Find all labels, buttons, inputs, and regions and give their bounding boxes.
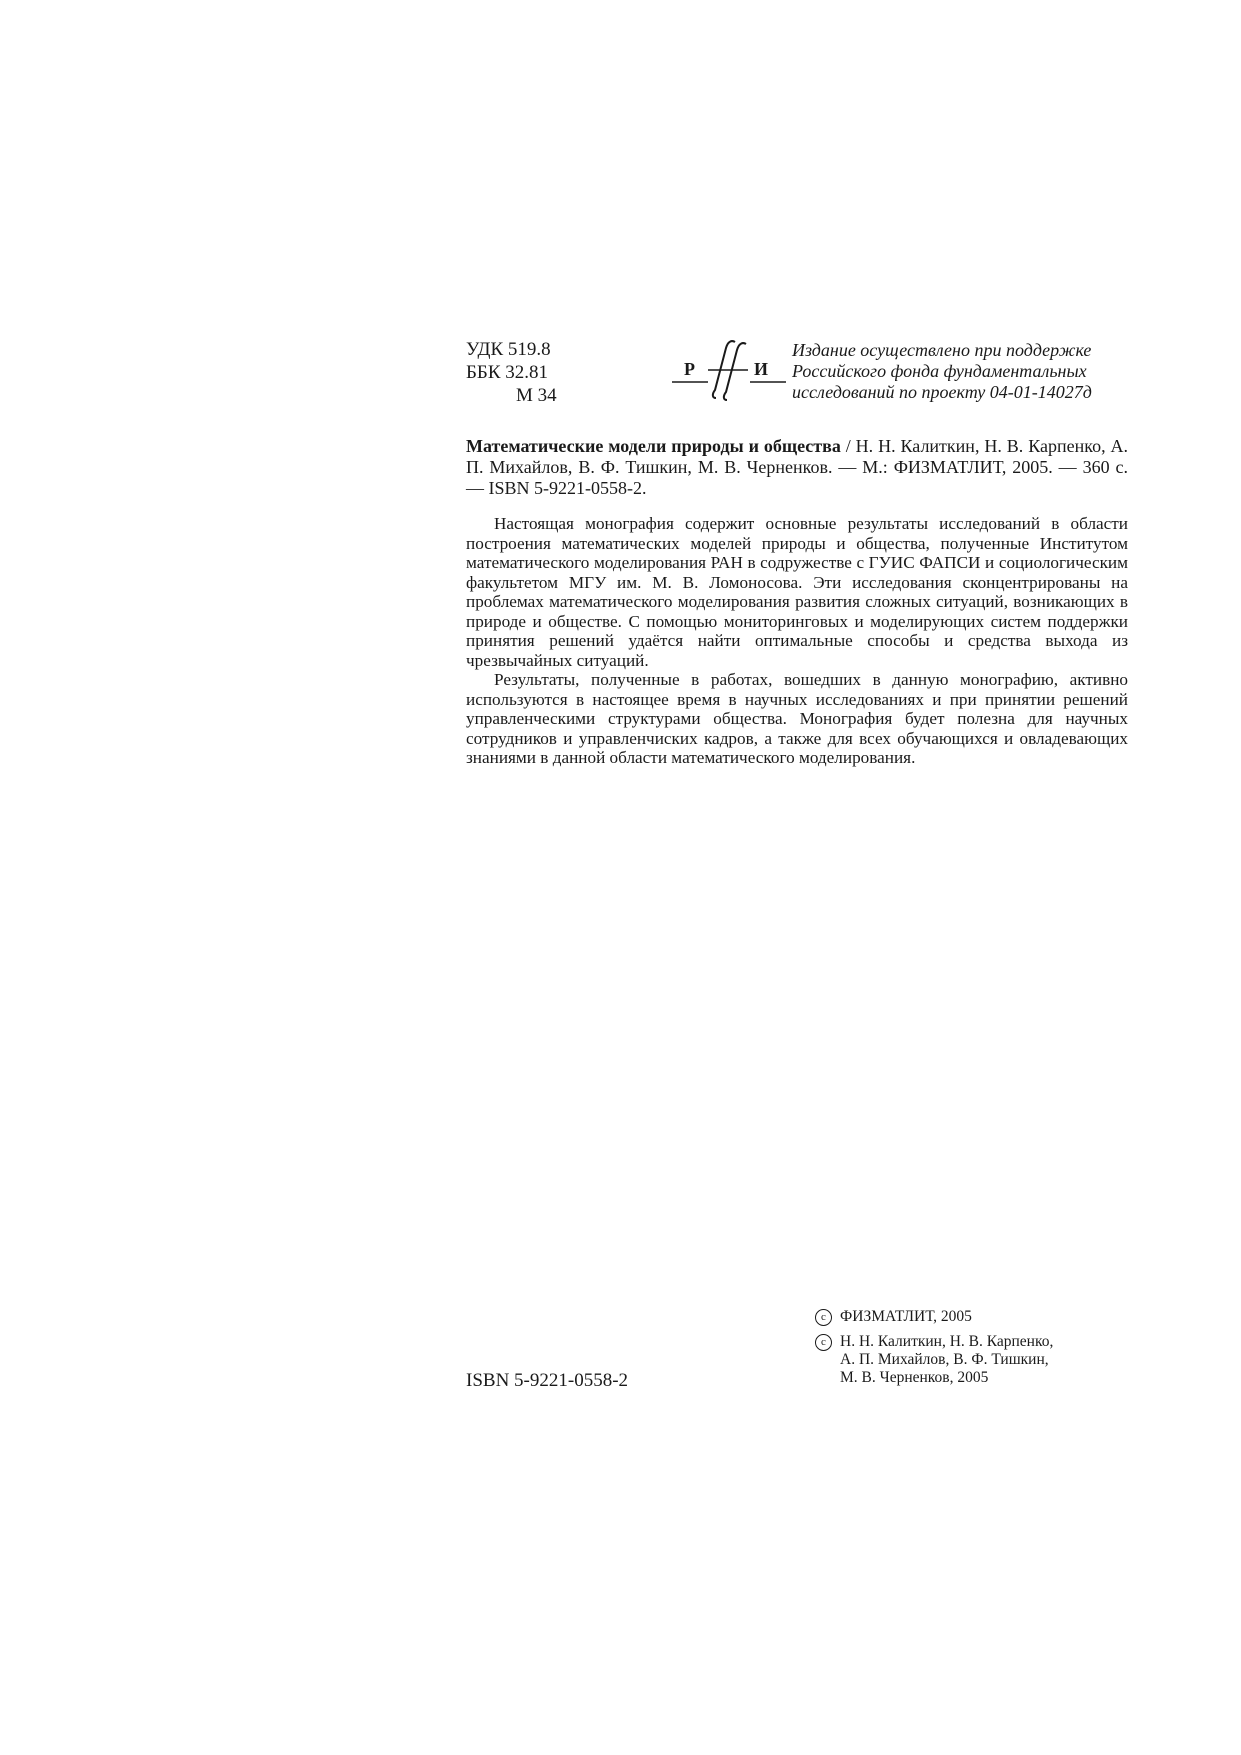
funding-line: Издание осуществлено при поддержке <box>792 340 1092 360</box>
author-mark: М 34 <box>516 385 557 406</box>
abstract-paragraph: Настоящая монография содержит основные результаты исследований в области построения математических моделей природы и общества, полученные Институтом математического моделирования РАН в содружестве с ГУИС ФАПСИ и социологическим факультетом МГУ им. М. В. Ломоносова. Эти исследования сконцентрированы на проблемах математического моделирования развития сложных ситуаций, возникающих в природе и обществе. С помощью мониторинговых и моделирующих систем поддержки принятия решений удаётся найти оптимальные способы и средства выхода из чрезвычайных ситуаций. <box>466 514 1128 670</box>
copyright-icon: c <box>815 1309 832 1326</box>
book-title: Математические модели природы и общества <box>466 436 841 456</box>
funding-line: исследований по проекту 04-01-14027д <box>792 382 1092 402</box>
abstract <box>466 514 1128 768</box>
copyright-publisher-text: ФИЗМАТЛИТ, 2005 <box>840 1308 972 1325</box>
funding-note <box>792 340 1132 403</box>
logo-letter-left: Р <box>684 359 695 379</box>
abstract-paragraph: Результаты, полученные в работах, вошедших в данную монографию, активно используются в настоящее время в научных исследованиях и при принятии решений управленческими структурами общества. Монография будет полезна для научных сотрудников и управленчиских кадров, а также для всех обучающихся и овладевающих знаниями в данной области математического моделирования. <box>466 670 1128 767</box>
copyright-authors-line: А. П. Михайлов, В. Ф. Тишкин, <box>840 1351 1049 1368</box>
citation-details: / Н. Н. Калиткин, Н. В. Карпенко, А. П. Михайлов, В. Ф. Тишкин, М. В. Черненков. — М.: ФИЗМАТЛИТ, 2005. — 360 с. — ISBN 5-9221-0558-2. <box>466 436 1128 498</box>
copyright-authors-line: Н. Н. Калиткин, Н. В. Карпенко, <box>840 1333 1054 1350</box>
bibliographic-citation <box>466 436 1128 499</box>
udk-code: УДК 519.8 <box>466 339 551 360</box>
isbn: ISBN 5-9221-0558-2 <box>466 1370 629 1391</box>
bbk-code: ББК 32.81 <box>466 362 548 383</box>
copyright-authors-line: М. В. Черненков, 2005 <box>840 1369 989 1386</box>
copyright-block <box>815 1308 1135 1394</box>
logo-letter-right: И <box>754 359 769 379</box>
rffi-logo <box>672 338 786 402</box>
classification-codes <box>466 338 576 407</box>
copyright-authors <box>815 1333 1135 1387</box>
funding-line: Российского фонда фундаментальных <box>792 361 1087 381</box>
copyright-publisher <box>815 1308 1135 1326</box>
copyright-icon: c <box>815 1334 832 1351</box>
